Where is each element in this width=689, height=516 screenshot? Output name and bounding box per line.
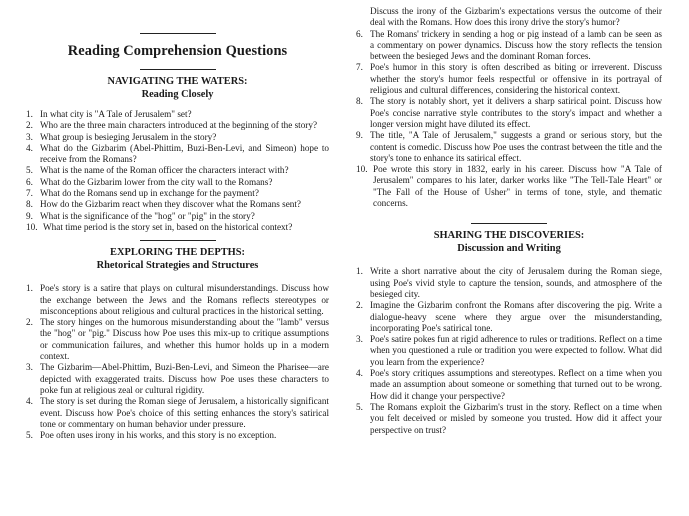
item-number: 8. [26,199,33,210]
item-number: 4. [356,368,363,379]
list-item [26,317,329,362]
item-number: 1. [26,109,33,119]
item-number: 9. [356,130,363,141]
item-number: 7. [356,62,363,73]
item-text: The Romans exploit the Gizbarim's trust in the story. Reflect on a time when you felt deceived or misled by someone you trusted. How did it affect your perspective on trust? [370,401,662,435]
item-text: The story is set during the Roman siege of Jerusalem, a historically significant event. Discuss how Poe's choice of this setting enhances the story's satirical tone or commentary on human behavior under pressure. [40,396,329,429]
item-text: The story hinges on the humorous misunderstanding about the "lamb" versus the "hog" or "pig." Discuss how Poe uses this mix-up to critique assumptions or communication failures, and whether this humor holds up in a modern context. [40,317,329,362]
item-number: 4. [26,142,33,153]
list-item [26,211,329,222]
page-title: Reading Comprehension Questions [67,43,288,59]
item-text: Poe often uses irony in his works, and this story is no exception. [40,430,277,441]
list-item [356,300,662,334]
exploring-item-5-continuation: Discuss the irony of the Gizbarim's expectations versus the outcome of their deal with the Romans. How does this irony drive the story's humor? [370,6,662,28]
item-number: 5. [26,430,33,441]
section-heading-sharing: SHARING THE DISCOVERIES: [433,230,585,242]
item-number: 10. [356,164,368,175]
section-subheading-sharing: Discussion and Writing [457,242,561,254]
item-text: The Gizbarim—Abel-Phittim, Buzi-Ben-Levi, and Simeon the Pharisee—are depicted with exaggerated traits. Discuss how Poe uses these characters to poke fun at religious zeal or cultural rigidity. [40,362,329,395]
section-subheading-exploring: Rhetorical Strategies and Structures [96,259,259,271]
section-rule [140,69,216,70]
list-item [356,266,662,300]
item-number: 10. [26,221,38,232]
item-text: What group is besieging Jerusalem in the story? [40,131,217,142]
section-heading-exploring: EXPLORING THE DEPTHS: [110,247,245,259]
list-item [26,165,329,176]
item-text: Poe's story critiques assumptions and stereotypes. Reflect on a time when you made an assumption about someone or something that turned out to be wrong. How did it change your perspective? [370,368,662,401]
list-item [26,396,329,430]
item-text: In what city is "A Tale of Jerusalem" set? [40,109,192,119]
item-text: The Romans' trickery in sending a hog or pig instead of a lamb can be seen as a commentary on power dynamics. Discuss how the story reflects the tension between the besieged Jews and the dominant Roman forces. [370,28,662,62]
item-number: 6. [356,28,363,39]
exploring-questions-list [26,283,329,441]
list-item [356,402,662,436]
item-text: Poe's story is a satire that plays on cultural misunderstandings. Discuss how the exchange between the Jews and the Romans reflects stereotypes or misconceptions about religious and cultural practices in the historical setting. [40,283,329,316]
list-item [356,130,662,164]
item-text: Imagine the Gizbarim confront the Romans after discovering the pig. Write a dialogue-heavy scene where they argue over the misunderstanding, incorporating Poe's satirical tone. [370,300,662,333]
list-item [26,109,329,120]
item-text: What do the Romans send up in exchange for the payment? [40,188,259,199]
right-column [356,0,662,436]
item-number: 3. [26,362,33,373]
item-number: 2. [26,317,33,328]
list-item [26,188,329,199]
left-column [26,0,329,441]
item-text: The story is notably short, yet it delivers a sharp satirical point. Discuss how Poe's concise narrative style contributes to the story's impact and whether a longer version might have diluted its effect. [370,96,662,129]
navigating-questions-list [26,109,329,233]
list-item [356,62,662,96]
list-item [356,164,662,209]
list-item [356,334,662,368]
exploring-questions-list-continued [356,29,662,210]
item-number: 4. [26,396,33,407]
list-item [26,143,329,166]
list-item [356,368,662,402]
item-text: Who are the three main characters introduced at the beginning of the story? [40,120,318,131]
title-rule [140,33,216,34]
item-number: 9. [26,210,33,221]
list-item [26,177,329,188]
list-item [26,222,329,233]
item-number: 2. [26,120,33,131]
item-text: Write a short narrative about the city of Jerusalem during the Roman siege, using Poe's vivid style to capture the tension, sounds, and atmosphere of the besieged city. [370,266,662,299]
item-text: What do the Gizbarim (Abel-Phittim, Buzi-Ben-Levi, and Simeon) hope to receive from the Romans? [40,142,329,165]
item-number: 3. [356,334,363,345]
item-text: What is the name of the Roman officer the characters interact with? [40,165,289,176]
section-rule [140,240,216,241]
section-subheading-navigating: Reading Closely [141,88,214,100]
list-item [26,120,329,131]
list-item [26,283,329,317]
item-number: 2. [356,300,363,311]
list-item [26,132,329,143]
list-item [356,29,662,63]
item-number: 8. [356,96,363,107]
item-text: What time period is the story set in, based on the historical context? [43,221,293,232]
list-item [26,199,329,210]
item-number: 3. [26,131,33,142]
item-number: 6. [26,176,33,187]
list-item [26,362,329,396]
sharing-questions-list [356,266,662,435]
item-text: Poe wrote this story in 1832, early in his career. Discuss how "A Tale of Jerusalem" compares to his later, darker works like "The Tell-Tale Heart" or "The Fall of the House of Usher" in terms of tone, style, and thematic concerns. [373,164,662,209]
item-text: Poe's satire pokes fun at rigid adherence to rules or traditions. Reflect on a time when you questioned a rule or tradition you were expected to follow. What did you learn from the experience? [370,334,662,367]
item-number: 1. [26,283,33,294]
item-text: How do the Gizbarim react when they discover what the Romans sent? [40,199,302,210]
item-text: What is the significance of the "hog" or "pig" in the story? [40,210,255,221]
section-rule [471,223,547,224]
item-text: What do the Gizbarim lower from the city wall to the Romans? [40,176,273,187]
item-number: 1. [356,266,363,277]
list-item [356,96,662,130]
item-number: 5. [26,165,33,176]
section-heading-navigating: NAVIGATING THE WATERS: [107,76,248,87]
item-text: Poe's humor in this story is often described as biting or irreverent. Discuss whether the story's humor feels respectful or offensive in its portrayal of religious and cultural differences, considering the historical context. [370,62,662,96]
item-text: The title, "A Tale of Jerusalem," suggests a grand or serious story, but the content is comedic. Discuss how Poe uses the contrast between the title and the story's tone to enhance its satirical effect. [370,130,662,163]
item-number: 5. [356,401,363,412]
item-number: 7. [26,188,33,199]
list-item [26,430,329,441]
